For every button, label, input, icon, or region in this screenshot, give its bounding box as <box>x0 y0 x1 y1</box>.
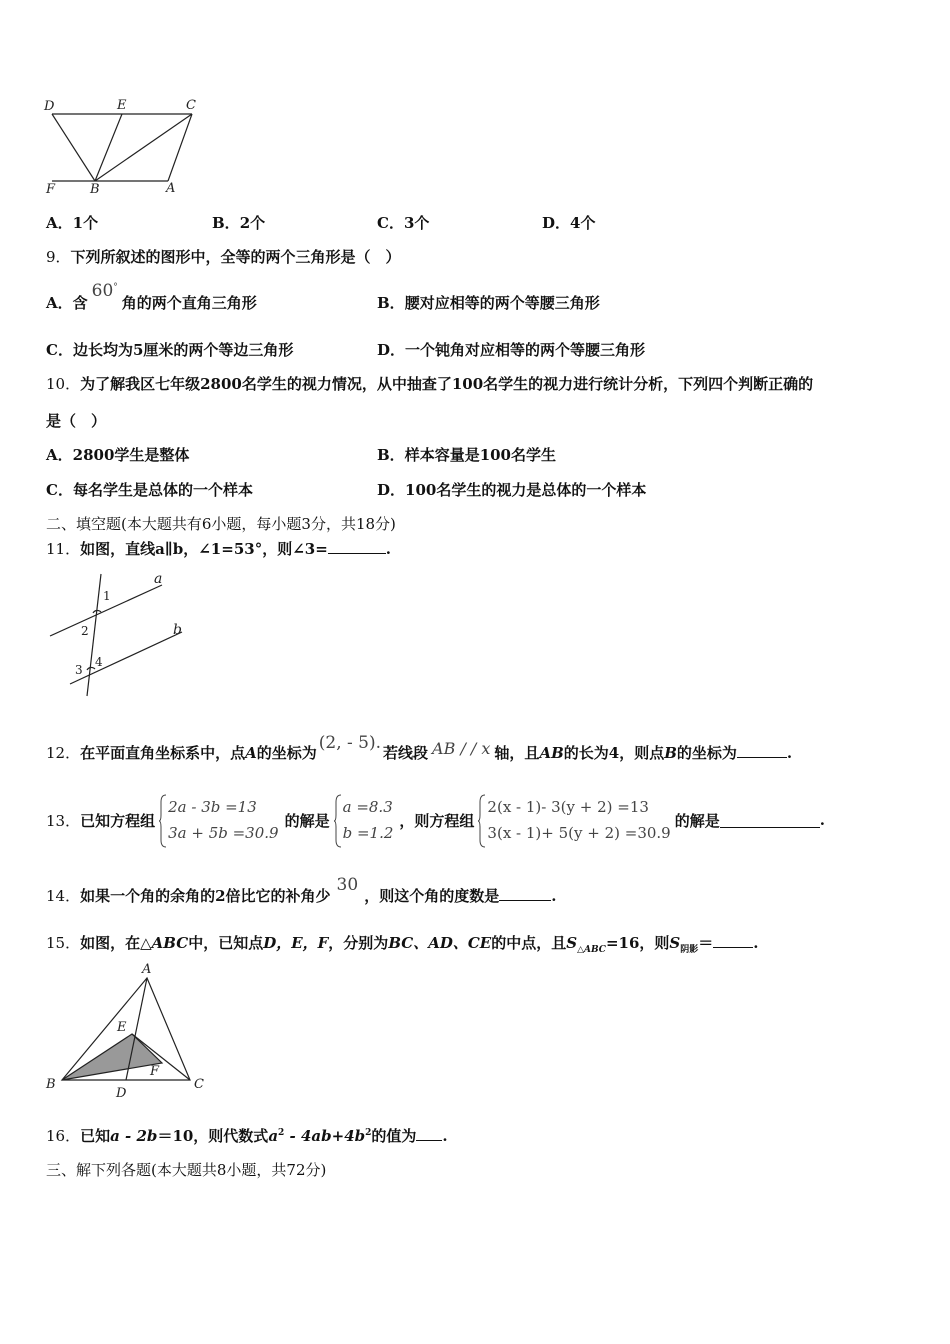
label-F: F <box>46 182 56 196</box>
q9-option-c: C．边长均为5厘米的两个等边三角形 <box>46 341 294 359</box>
q16-stem: 16．已知a - 2b＝10，则代数式$a^2 - 4ab+4b^2$的值为 . <box>46 1127 448 1145</box>
q9-option-a: A．含60°角的两个直角三角形 <box>46 281 257 312</box>
label-A: A <box>142 962 152 977</box>
q13-system-1: 2a - 3b =13 3a + 5b =30.9 <box>159 794 278 846</box>
q10-stem-line1: 10．为了解我区七年级2800名学生的视力情况，从中抽查了100名学生的视力进行统计分析，下列四个判断正确的 <box>46 375 814 393</box>
parallelogram-figure <box>40 96 210 196</box>
label-E: E <box>117 1020 127 1035</box>
q12-stem: 12．在平面直角坐标系中，点A的坐标为 (2, - 5). 若线段 AB / / x 轴，且AB的长为4，则点B的坐标为 . <box>46 733 793 762</box>
label-D: D <box>44 99 55 114</box>
label-2: 2 <box>81 624 89 638</box>
label-C: C <box>186 98 196 113</box>
q10-stem-line2: 是（ ） <box>46 412 107 430</box>
label-B: B <box>90 182 100 196</box>
label-a: a <box>154 571 163 587</box>
q14-stem: 14．如果一个角的余角的2倍比它的补角少30，则这个角的度数是 . <box>46 875 557 905</box>
triangle-figure <box>42 958 217 1103</box>
section-2-heading: 二、填空题(本大题共有6小题，每小题3分，共18分) <box>46 515 396 533</box>
section-3-heading: 三、解下列各题(本大题共8小题，共72分) <box>46 1161 327 1179</box>
q11-stem: 11．如图，直线a∥b，∠1=53°，则∠3= . <box>46 540 391 558</box>
q9-option-d: D．一个钝角对应相等的两个等腰三角形 <box>377 341 646 359</box>
label-4: 4 <box>95 655 103 669</box>
q13-system-2: 2(x - 1)- 3(y + 2) =13 3(x - 1)+ 5(y + 2) =30.9 <box>478 794 670 846</box>
label-b: b <box>173 622 182 638</box>
label-D: D <box>116 1086 127 1101</box>
label-F: F <box>150 1064 160 1079</box>
label-A: A <box>166 181 176 196</box>
q8-option-c: C．3个 <box>377 214 430 232</box>
label-C: C <box>194 1077 204 1092</box>
q15-stem: 15．如图，在△ABC中，已知点D，E，F，分别为BC、AD、CE的中点，且$S_{\triangle ABC}=16$，则$S_{阴影}=$ . <box>46 934 759 955</box>
q10-option-a: A．2800学生是整体 <box>46 446 190 464</box>
q10-option-b: B．样本容量是100名学生 <box>377 446 556 464</box>
q10-option-d: D．100名学生的视力是总体的一个样本 <box>377 481 647 499</box>
q8-option-b: B．2个 <box>212 214 266 232</box>
label-B: B <box>46 1077 56 1092</box>
q10-option-c: C．每名学生是总体的一个样本 <box>46 481 253 499</box>
q8-option-a: A．1个 <box>46 214 99 232</box>
label-3: 3 <box>75 663 83 677</box>
q13-solution: a =8.3 b =1.2 <box>334 794 394 846</box>
q9-option-b: B．腰对应相等的两个等腰三角形 <box>377 294 600 312</box>
q9-stem: 9．下列所叙述的图形中，全等的两个三角形是（ ） <box>46 248 401 266</box>
q13-stem: 13． 已知方程组 2a - 3b =13 3a + 5b =30.9 的解是 a =8.3 b =1.2 ，则方程组 2(x - 1)- 3(y + 2) =13 3(x - 1)+ 5(y + 2) =30.9 的解是 . <box>46 788 825 852</box>
parallel-lines-figure <box>44 566 194 701</box>
label-E: E <box>117 98 127 113</box>
q8-option-d: D．4个 <box>542 214 596 232</box>
label-1: 1 <box>103 589 111 603</box>
